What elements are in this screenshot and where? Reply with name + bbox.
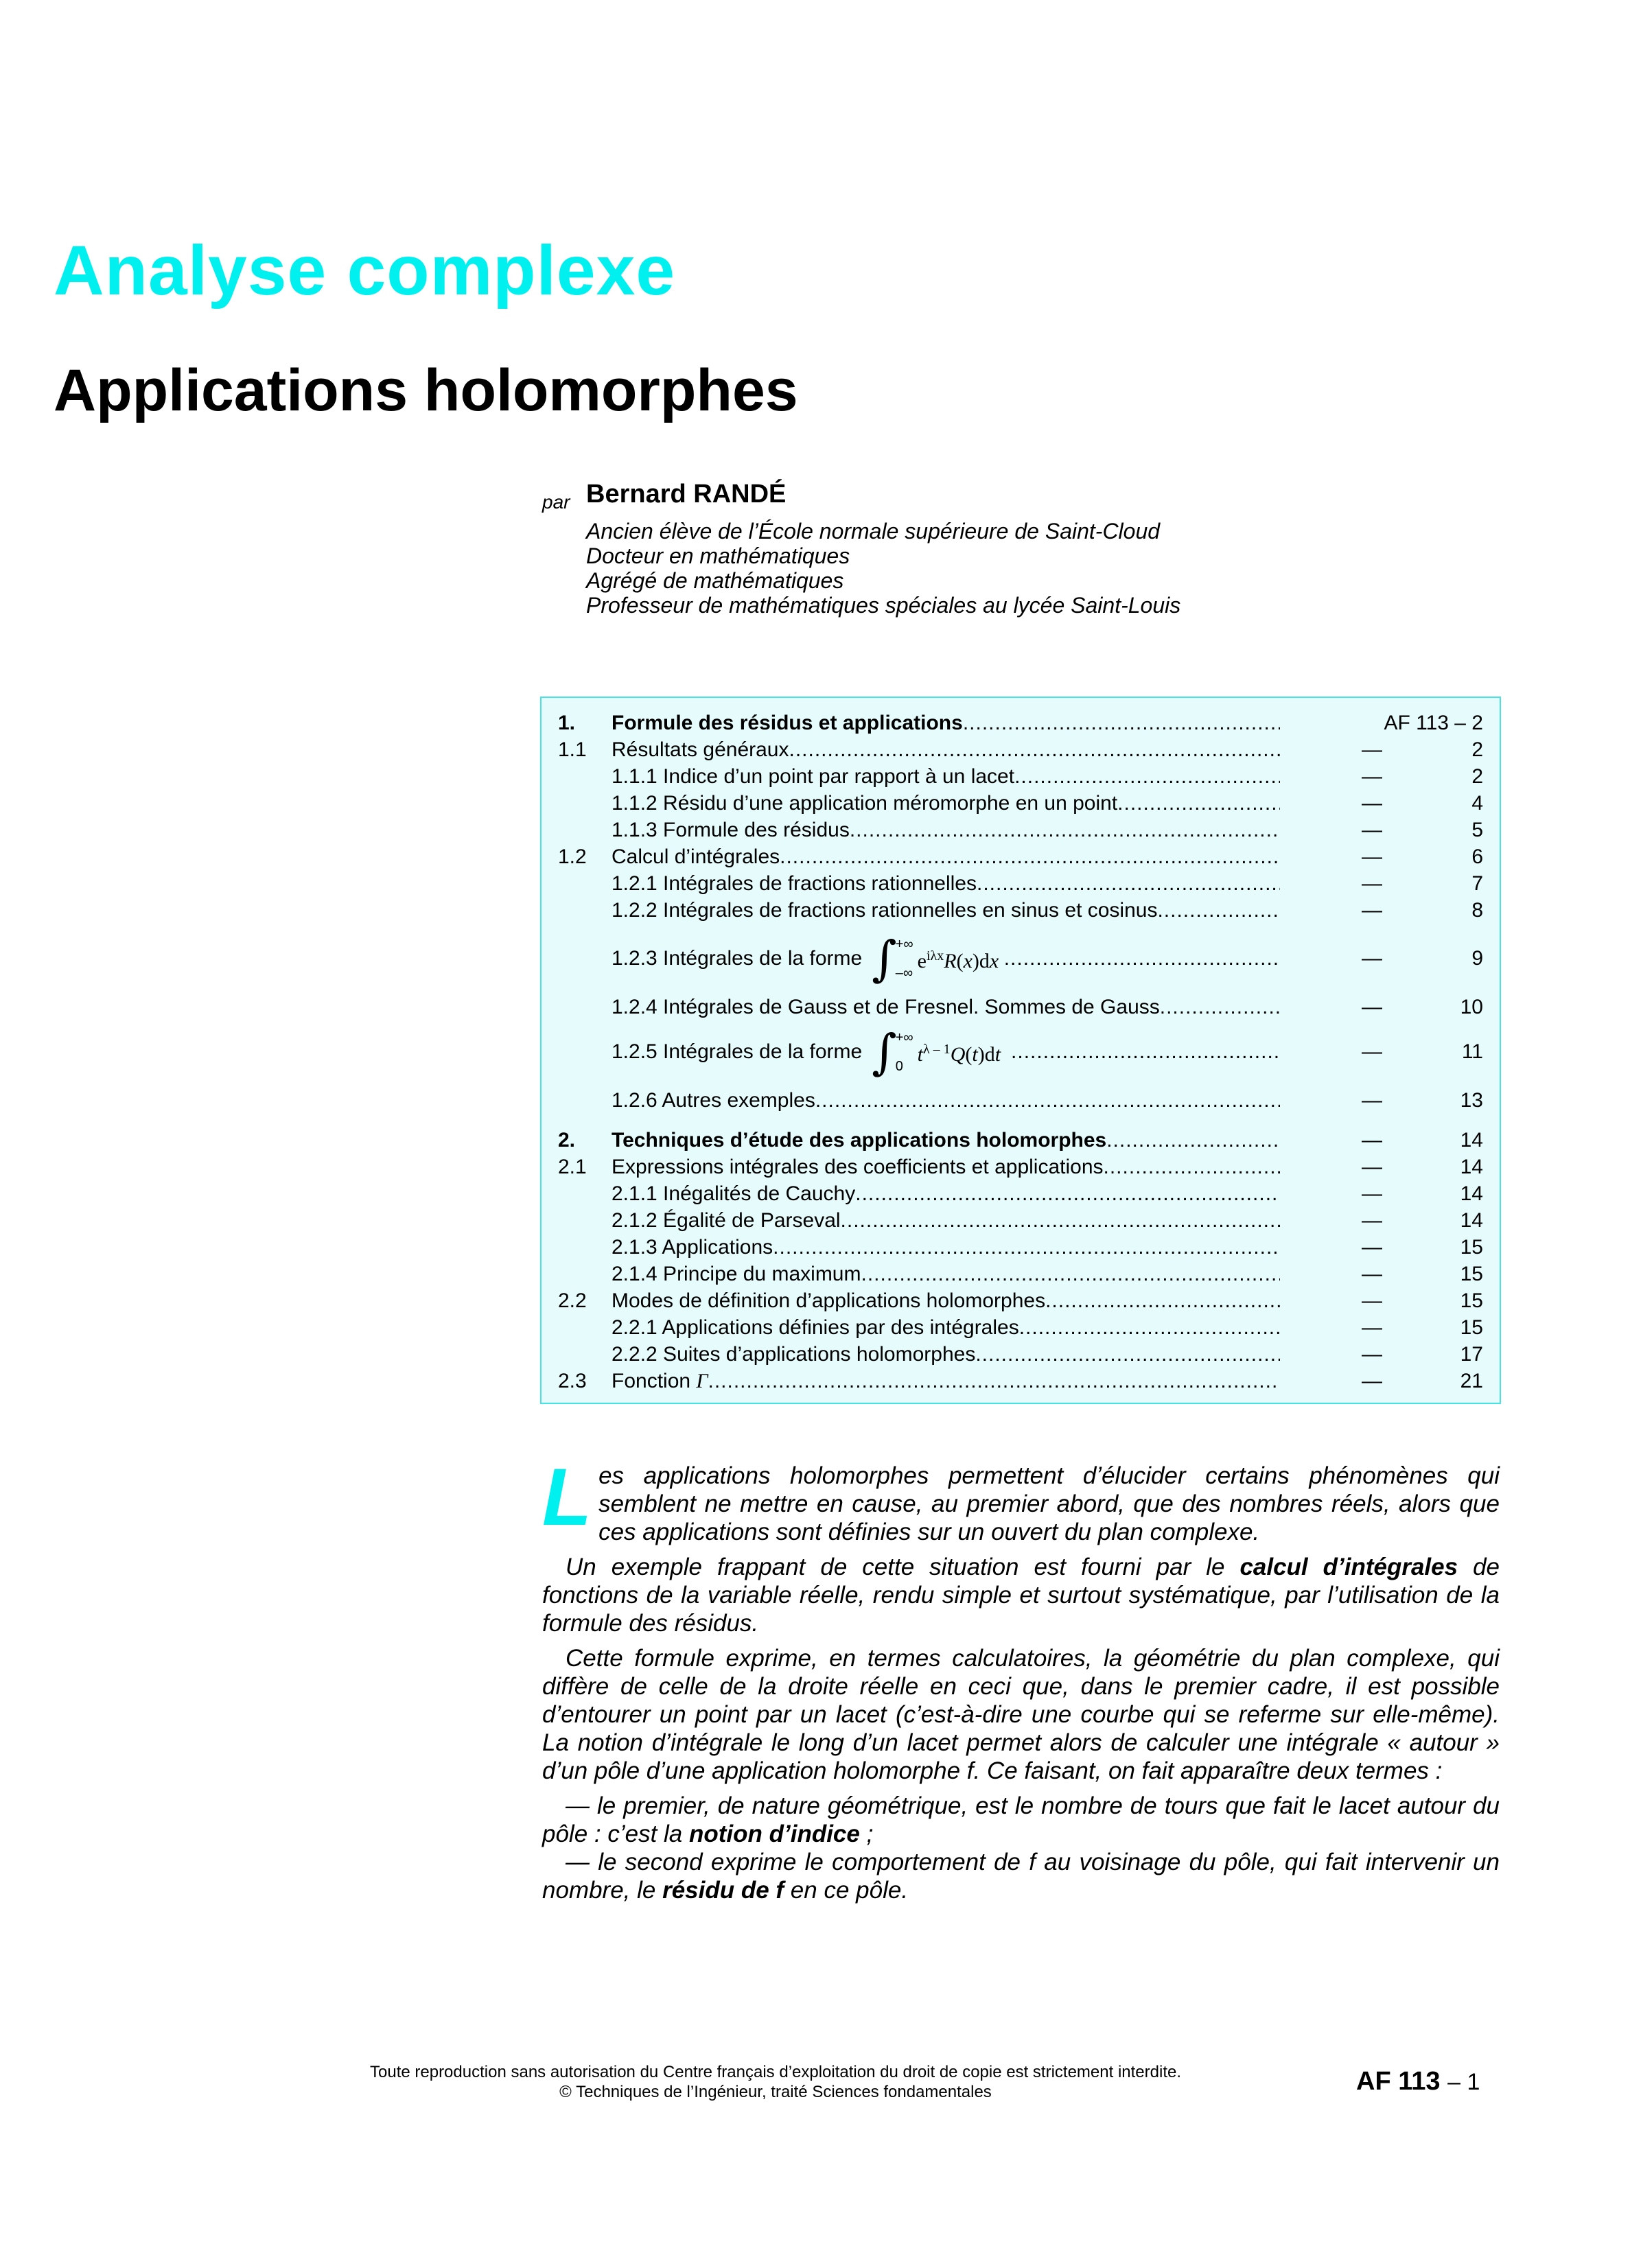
toc-entry[interactable] bbox=[542, 737, 1500, 763]
credential-line: Professeur de mathématiques spéciales au lycée Saint-Louis bbox=[586, 593, 1181, 618]
toc-entry[interactable] bbox=[542, 1261, 1500, 1287]
toc-page: 14 bbox=[1460, 1156, 1483, 1178]
math-symbol: x bbox=[989, 950, 999, 972]
toc-label: Modes de définition d’applications holomorphes bbox=[612, 1289, 1046, 1312]
paragraph-text: Un exemple frappant de cette situation est fourni par le bbox=[566, 1554, 1240, 1580]
toc-page: 8 bbox=[1471, 899, 1483, 922]
toc-label: Formule des résidus et applications bbox=[612, 712, 963, 734]
toc-label: 1.1.2 Résidu d’une application méromorphe en un point bbox=[612, 792, 1118, 815]
footer-copyright bbox=[275, 2062, 1277, 2102]
toc-entry[interactable] bbox=[542, 764, 1500, 790]
toc-entry[interactable] bbox=[542, 791, 1500, 817]
toc-entry[interactable] bbox=[542, 844, 1500, 870]
credential-line: Agrégé de mathématiques bbox=[586, 568, 844, 593]
toc-label: Calcul d’intégrales bbox=[612, 845, 780, 868]
toc-dash: — bbox=[1362, 996, 1382, 1018]
lower-limit: –∞ bbox=[895, 966, 913, 981]
math-symbol: R bbox=[944, 950, 957, 972]
toc-page: 2 bbox=[1471, 738, 1483, 761]
drop-cap: L bbox=[542, 1452, 592, 1543]
toc-page: 10 bbox=[1460, 996, 1483, 1018]
toc-entry[interactable] bbox=[542, 1088, 1500, 1114]
toc-page: 14 bbox=[1460, 1129, 1483, 1151]
paragraph-text: de fonctions de la variable réelle, rendu simple et surtout systématique, par l’utilisation de la formule des résidus. bbox=[542, 1554, 1500, 1637]
toc-page: 15 bbox=[1460, 1236, 1483, 1259]
paragraph bbox=[542, 1848, 1500, 1904]
math-symbol: )d bbox=[972, 950, 990, 972]
toc-dash: — bbox=[1362, 872, 1382, 895]
toc-entry[interactable] bbox=[542, 1288, 1500, 1314]
toc-number: 2. bbox=[558, 1129, 576, 1151]
toc-label: 1.2.1 Intégrales de fractions rationnelles bbox=[612, 872, 977, 895]
toc-dash: — bbox=[1362, 1182, 1382, 1205]
section-title: Analyse complexe bbox=[54, 231, 676, 309]
paragraph bbox=[542, 1792, 1500, 1848]
toc-dash: — bbox=[1362, 1089, 1382, 1112]
author-name: Bernard RANDÉ bbox=[586, 480, 787, 508]
exponent: iλx bbox=[926, 948, 944, 963]
toc-label: 2.2.2 Suites d’applications holomorphes bbox=[612, 1343, 976, 1366]
toc-label: 2.2.1 Applications définies par des intégrales bbox=[612, 1316, 1019, 1339]
toc-label: 2.1.3 Applications bbox=[612, 1236, 773, 1259]
toc-dash: — bbox=[1362, 738, 1382, 761]
toc-dash: — bbox=[1362, 845, 1382, 868]
emphasis: notion d’indice bbox=[689, 1821, 860, 1847]
toc-label: Expressions intégrales des coefficients et applications bbox=[612, 1156, 1104, 1178]
toc-label: 1.1.3 Formule des résidus bbox=[612, 819, 850, 841]
toc-entry[interactable] bbox=[542, 1235, 1500, 1261]
paragraph-text: — le second exprime le comportement de f au voisinage du pôle, qui fait intervenir un nombre, le bbox=[542, 1849, 1500, 1904]
emphasis: résidu de f bbox=[662, 1877, 784, 1904]
toc-entry[interactable] bbox=[542, 1208, 1500, 1234]
toc-entry[interactable] bbox=[542, 931, 1500, 986]
toc-page: 4 bbox=[1471, 792, 1483, 815]
toc-label: 1.2.4 Intégrales de Gauss et de Fresnel. Sommes de Gauss bbox=[612, 996, 1160, 1018]
toc-label bbox=[612, 1368, 708, 1394]
toc-page: 21 bbox=[1460, 1370, 1483, 1392]
math-symbol: t bbox=[994, 1043, 1001, 1066]
footer-line: © Techniques de l’Ingénieur, traité Sciences fondamentales bbox=[559, 2083, 992, 2101]
toc-entry[interactable] bbox=[542, 1025, 1500, 1079]
integral-formula: ∫ +∞ –∞ $e^{i\lambda x}R(x)dx$ bbox=[872, 931, 999, 986]
toc-dash: — bbox=[1362, 819, 1382, 841]
toc-entry[interactable] bbox=[542, 710, 1500, 736]
paragraph: Cette formule exprime, en termes calculatoires, la géométrie du plan complexe, qui diffère de celle de la droite réelle en ceci que, dans le premier cadre, il est possible d’entourer un point par un lacet (c’est-à-dire une courbe qui se referme sur elle-même). La notion d’intégrale le long d’un lacet permet alors de calculer une intégrale « autour » d’un pôle d’une application holomorphe f. Ce faisant, on fait apparaître deux termes : bbox=[542, 1645, 1500, 1784]
article-code: AF 113 bbox=[1356, 2067, 1441, 2096]
paragraph-text: ; bbox=[859, 1821, 874, 1847]
toc-dash: — bbox=[1362, 1263, 1382, 1285]
credential-line: Docteur en mathématiques bbox=[586, 543, 850, 568]
integral-sign-icon: ∫ bbox=[872, 931, 897, 986]
toc-page-ref: AF 113 – 2 bbox=[1384, 712, 1483, 734]
toc-entry[interactable] bbox=[542, 1127, 1500, 1154]
toc-page: 14 bbox=[1460, 1209, 1483, 1232]
toc-entry[interactable] bbox=[542, 1315, 1500, 1341]
paragraph-text: en ce pôle. bbox=[784, 1877, 909, 1904]
integral-formula bbox=[872, 1025, 1011, 1079]
toc-dash: — bbox=[1362, 1370, 1382, 1392]
author-credentials bbox=[586, 519, 1180, 618]
toc-page: 14 bbox=[1460, 1182, 1483, 1205]
toc-entry[interactable] bbox=[542, 1342, 1500, 1368]
footer-line: Toute reproduction sans autorisation du Centre français d’exploitation du droit de copie est strictement interdite. bbox=[370, 2063, 1181, 2081]
toc-entry[interactable] bbox=[542, 994, 1500, 1020]
math-symbol: t bbox=[972, 1043, 978, 1066]
toc-label: 2.1.4 Principe du maximum bbox=[612, 1263, 861, 1285]
gamma-symbol: Γ bbox=[696, 1370, 708, 1392]
toc-dash: — bbox=[1362, 1156, 1382, 1178]
toc-entry[interactable] bbox=[542, 1368, 1500, 1394]
toc-entry[interactable] bbox=[542, 871, 1500, 897]
toc-entry[interactable] bbox=[542, 898, 1500, 924]
toc-dash: — bbox=[1362, 765, 1382, 788]
toc-page: 9 bbox=[1471, 947, 1483, 970]
integral-sign-icon: ∫ bbox=[872, 1025, 897, 1079]
toc-number: 1. bbox=[558, 712, 576, 734]
author-prefix: par bbox=[542, 491, 570, 513]
toc-entry[interactable] bbox=[542, 1181, 1500, 1207]
credential-line: Ancien élève de l’École normale supérieure de Saint-Cloud bbox=[586, 519, 1161, 543]
toc-label: 2.1.2 Égalité de Parseval bbox=[612, 1209, 841, 1232]
toc-number: 1.2 bbox=[558, 845, 587, 868]
toc-label-text: Fonction bbox=[612, 1370, 691, 1392]
toc-dash: — bbox=[1362, 1209, 1382, 1232]
toc-page: 15 bbox=[1460, 1289, 1483, 1312]
paragraph bbox=[542, 1553, 1500, 1637]
toc-entry[interactable] bbox=[542, 817, 1500, 843]
upper-limit: +∞ bbox=[895, 1030, 913, 1045]
paragraph-text: — le premier, de nature géométrique, est le nombre de tours que fait le lacet autour du pôle : c’est la bbox=[542, 1792, 1500, 1847]
emphasis: calcul d’intégrales bbox=[1239, 1554, 1458, 1580]
paragraph-text: es applications holomorphes permettent d’élucider certains phénomènes qui semblent ne mettre en cause, au premier abord, que des nombres réels, alors que ces applications sont définies sur un ouvert du plan complexe. bbox=[598, 1462, 1500, 1545]
toc-page: 17 bbox=[1460, 1343, 1483, 1366]
toc-dash: — bbox=[1362, 1289, 1382, 1312]
page-number: – 1 bbox=[1447, 2069, 1480, 2095]
toc-dash: — bbox=[1362, 792, 1382, 815]
toc-dash: — bbox=[1362, 1129, 1382, 1151]
math-symbol: Q bbox=[950, 1043, 966, 1066]
footer-page-code bbox=[1356, 2067, 1480, 2096]
math-symbol: )d bbox=[977, 1043, 995, 1066]
toc-dash: — bbox=[1362, 1343, 1382, 1366]
toc-label: 1.2.3 Intégrales de la forme bbox=[612, 947, 863, 970]
math-symbol: x bbox=[963, 950, 973, 972]
toc-label: 2.1.1 Inégalités de Cauchy bbox=[612, 1182, 856, 1205]
toc-label: Résultats généraux bbox=[612, 738, 789, 761]
toc-dash: — bbox=[1362, 1236, 1382, 1259]
toc-page: 11 bbox=[1461, 1040, 1483, 1063]
toc-label: 1.2.2 Intégrales de fractions rationnelles en sinus et cosinus bbox=[612, 899, 1158, 922]
toc-page: 5 bbox=[1471, 819, 1483, 841]
toc-number: 2.1 bbox=[558, 1156, 587, 1178]
lower-limit: 0 bbox=[895, 1059, 903, 1074]
paragraph bbox=[542, 1452, 1500, 1546]
toc-dash: — bbox=[1362, 1316, 1382, 1339]
table-of-contents bbox=[540, 697, 1501, 1404]
toc-label: 1.2.6 Autres exemples bbox=[612, 1089, 815, 1112]
toc-entry[interactable] bbox=[542, 1154, 1500, 1180]
math-symbol: ( bbox=[956, 950, 964, 972]
toc-dash: — bbox=[1362, 899, 1382, 922]
toc-dash: — bbox=[1362, 947, 1382, 970]
exponent: λ – 1 bbox=[922, 1042, 951, 1057]
toc-number: 2.2 bbox=[558, 1289, 587, 1312]
toc-page: 13 bbox=[1460, 1089, 1483, 1112]
toc-number: 1.1 bbox=[558, 738, 587, 761]
toc-page: 2 bbox=[1471, 765, 1483, 788]
toc-number: 2.3 bbox=[558, 1370, 587, 1392]
toc-label: 1.1.1 Indice d’un point par rapport à un lacet bbox=[612, 765, 1015, 788]
toc-page: 15 bbox=[1460, 1263, 1483, 1285]
toc-label: 1.2.5 Intégrales de la forme bbox=[612, 1040, 863, 1063]
upper-limit: +∞ bbox=[895, 937, 913, 952]
article-title: Applications holomorphes bbox=[54, 358, 798, 423]
math-symbol: ( bbox=[965, 1043, 973, 1066]
toc-page: 7 bbox=[1471, 872, 1483, 895]
toc-dash: — bbox=[1362, 1040, 1382, 1063]
math-symbol: t bbox=[917, 1043, 923, 1066]
toc-page: 15 bbox=[1460, 1316, 1483, 1339]
intro-text bbox=[542, 1452, 1500, 1911]
toc-label: Techniques d’étude des applications holomorphes bbox=[612, 1129, 1107, 1151]
toc-page: 6 bbox=[1471, 845, 1483, 868]
